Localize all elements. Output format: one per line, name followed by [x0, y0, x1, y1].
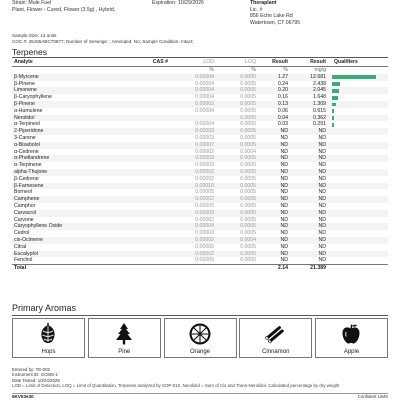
result-mg-cell: ND	[318, 216, 326, 223]
col-analyte: Analyte	[12, 58, 120, 67]
col-lod: LOD	[170, 58, 216, 67]
loq-cell: 0.0005	[240, 202, 256, 209]
result-pct-cell: 0.20	[258, 87, 290, 94]
concentration-bar	[332, 109, 334, 113]
loq-cell: 0.0005	[216, 101, 258, 108]
table-row	[12, 176, 388, 183]
result-mg-cell: 12.681	[290, 74, 328, 81]
report-header	[0, 0, 400, 48]
cas-cell	[120, 74, 170, 81]
aroma-card-hops	[12, 318, 85, 358]
table-row	[12, 189, 388, 196]
result-pct-cell: ND	[280, 257, 288, 264]
cas-cell	[120, 183, 170, 190]
result-pct-cell: 0.16	[277, 94, 288, 101]
lod-cell: 0.00003	[170, 128, 216, 135]
table-row	[12, 121, 388, 128]
lod-cell: 0.00004	[170, 74, 216, 81]
loq-cell: 0.0005	[216, 169, 258, 176]
loq-cell: 0.0005	[216, 87, 258, 94]
qualifier-cell	[328, 128, 388, 135]
table-row	[12, 203, 388, 210]
aroma-label: Apple	[343, 349, 360, 355]
col-result-mg: Result	[290, 58, 328, 67]
unit-loq: %	[251, 67, 256, 73]
result-pct-cell: ND	[280, 189, 288, 196]
result-pct-cell: ND	[280, 230, 288, 237]
table-row	[12, 108, 388, 115]
table-row	[12, 223, 388, 230]
result-mg-cell: ND	[318, 202, 326, 209]
table-header-row	[12, 58, 388, 67]
qualifier-cell	[328, 87, 388, 94]
result-mg-cell: 2.438	[313, 80, 326, 87]
result-pct-cell: 0.13	[258, 101, 290, 108]
result-pct-cell: ND	[258, 155, 290, 162]
cas-cell	[120, 176, 170, 183]
cas-cell	[120, 169, 170, 176]
cas-cell	[120, 244, 170, 251]
cas-cell	[120, 81, 170, 88]
cas-cell	[120, 210, 170, 217]
cas-cell	[120, 217, 170, 224]
table-row	[12, 155, 388, 162]
qualifier-cell	[328, 149, 388, 156]
lod-cell: 0.00003	[195, 162, 214, 169]
result-mg-cell: ND	[290, 210, 328, 217]
result-pct-cell: ND	[258, 183, 290, 190]
terpenes-table	[12, 58, 388, 272]
result-mg-cell: 1.309	[290, 101, 328, 108]
lod-cell: 0.00005	[195, 243, 214, 250]
analyte-cell: 2-Piperidone	[12, 128, 120, 135]
coc-info: COC #: 25155ABC70877; Number of Servings: ; Amended: No; Sample Condition: Intact;	[12, 39, 194, 44]
result-pct-cell: 0.24	[277, 80, 288, 87]
qualifier-cell	[328, 230, 388, 237]
loq-cell: 0.0005	[240, 121, 256, 128]
result-pct-cell: ND	[258, 169, 290, 176]
strain-name: Strain: Mule Fuel	[12, 0, 52, 6]
analyte-cell: Cedrol	[14, 230, 30, 237]
loq-cell: 0.0005	[240, 162, 256, 169]
qualifier-cell	[328, 257, 388, 264]
result-mg-cell: ND	[318, 148, 326, 155]
loq-cell: 0.0005	[240, 216, 256, 223]
table-row	[12, 101, 388, 108]
concentration-bar	[332, 116, 334, 120]
lod-cell: 0.00003	[170, 155, 216, 162]
analyte-cell: β-Pinene	[14, 80, 35, 87]
table-row	[12, 115, 388, 122]
aroma-card-apple	[315, 318, 388, 358]
expiration-date: Expiration: 10/29/2026	[152, 0, 204, 6]
lod-cell: 0.00005	[195, 202, 214, 209]
analyte-cell: alpha-Thujone	[12, 169, 120, 176]
lab-name: Theraplant	[250, 0, 277, 6]
result-pct-cell: ND	[258, 237, 290, 244]
qualifier-cell	[328, 155, 388, 162]
result-mg-cell: 2.045	[290, 87, 328, 94]
cas-cell	[120, 162, 170, 169]
result-pct-cell: 0.06	[277, 107, 288, 114]
loq-cell: 0.0005	[216, 196, 258, 203]
cas-cell	[120, 189, 170, 196]
col-loq: LOQ	[216, 58, 258, 67]
analyte-cell: β-Pinene	[12, 101, 120, 108]
table-row	[12, 94, 388, 101]
result-pct-cell: 0.03	[277, 121, 288, 128]
table-row	[12, 162, 388, 169]
table-row	[12, 169, 388, 176]
table-row	[12, 128, 388, 135]
lod-cell: 0.00005	[195, 257, 214, 264]
loq-cell: 0.0005	[216, 251, 258, 258]
expiration-info	[152, 0, 204, 7]
analyte-cell: Eucalyptol	[12, 251, 120, 258]
loq-cell: 0.0005	[240, 230, 256, 237]
cas-cell	[120, 108, 170, 115]
qualifier-cell	[328, 176, 388, 183]
analyte-cell: Limonene	[12, 87, 120, 94]
qualifier-cell	[328, 189, 388, 196]
aromas-row	[12, 318, 388, 358]
lod-cell: 0.00010	[170, 183, 216, 190]
lod-cell: 0.00002	[195, 148, 214, 155]
aroma-label: Orange	[189, 349, 210, 355]
qualifier-cell	[328, 81, 388, 88]
result-mg-cell: 1.648	[313, 94, 326, 101]
lab-address: 856 Echo Lake Rd	[250, 13, 293, 20]
units-row	[12, 67, 388, 74]
unit-lod: %	[209, 67, 214, 73]
cas-cell	[120, 251, 170, 258]
analyte-cell: α-Humulene	[14, 107, 43, 114]
lab-city: Watertown, CT 06795	[250, 19, 301, 26]
result-mg-cell: ND	[290, 169, 328, 176]
qualifier-cell	[328, 121, 388, 128]
total-mg: 21.389	[290, 265, 328, 272]
result-mg-cell: ND	[290, 183, 328, 190]
cas-cell	[120, 128, 170, 135]
lod-cell: 0.00002	[195, 216, 214, 223]
result-pct-cell: ND	[258, 223, 290, 230]
analyte-cell: β-Farnesene	[12, 183, 120, 190]
qualifier-cell	[328, 237, 388, 244]
table-row	[12, 244, 388, 251]
result-mg-cell: 0.362	[290, 115, 328, 122]
orange-icon	[188, 322, 212, 346]
loq-cell: 0.0005	[240, 107, 256, 114]
qualifier-cell	[328, 169, 388, 176]
qualifier-cell	[328, 251, 388, 258]
table-row	[12, 87, 388, 94]
cas-cell	[120, 101, 170, 108]
qualifier-cell	[328, 74, 388, 81]
loq-cell: 0.0005	[240, 257, 256, 264]
table-row	[12, 237, 388, 244]
lod-cell: 0.00002	[170, 101, 216, 108]
lod-cell: 0.00004	[195, 107, 214, 114]
qualifier-cell	[328, 115, 388, 122]
analyte-cell: α-Terpinene	[14, 162, 42, 169]
cas-cell	[120, 196, 170, 203]
loq-cell: 0.0005	[240, 175, 256, 182]
analyte-cell: Citral	[14, 243, 27, 250]
result-pct-cell: ND	[258, 196, 290, 203]
date-tested: Date Tested: 10/24/2025	[12, 377, 60, 383]
product-info	[12, 0, 115, 13]
cas-cell	[120, 155, 170, 162]
result-pct-cell: ND	[280, 202, 288, 209]
analyte-cell: Caryophyllene Oxide	[12, 223, 120, 230]
qualifier-cell	[328, 94, 388, 101]
loq-cell: 0.0005	[216, 74, 258, 81]
loq-cell: 0.0004	[240, 148, 256, 155]
total-row	[12, 265, 388, 272]
table-row	[12, 251, 388, 258]
result-mg-cell: ND	[318, 257, 326, 264]
lab-license: Lic. #	[250, 6, 263, 13]
loq-cell: 0.0005	[216, 183, 258, 190]
table-row	[12, 257, 388, 264]
cas-cell	[120, 257, 170, 264]
analyte-cell: Fenchol	[14, 257, 33, 264]
concentration-bar	[332, 82, 340, 86]
sample-size: Sample Size: 13 units	[12, 33, 57, 38]
aroma-label: Cinnamon	[262, 349, 290, 355]
lod-cell: 0.00003	[195, 134, 214, 141]
lod-cell: 0.00004	[195, 80, 214, 87]
aromas-title: Primary Aromas	[12, 303, 77, 313]
col-cas: CAS #	[120, 58, 170, 67]
loq-cell: 0.0004	[216, 237, 258, 244]
concentration-bar	[332, 89, 339, 93]
result-pct-cell: ND	[280, 216, 288, 223]
result-mg-cell: ND	[290, 142, 328, 149]
total-label: Total	[12, 265, 120, 272]
cas-cell	[120, 121, 170, 128]
concentration-bar	[332, 96, 338, 100]
qualifier-cell	[328, 223, 388, 230]
col-qualifiers: Qualifiers	[328, 58, 388, 67]
lod-cell: 0.00003	[170, 210, 216, 217]
result-pct-cell: 0.04	[258, 115, 290, 122]
result-pct-cell: ND	[258, 128, 290, 135]
table-row	[12, 196, 388, 203]
loq-cell: 0.0005	[240, 189, 256, 196]
cas-cell	[120, 115, 170, 122]
aroma-card-pine	[88, 318, 161, 358]
qualifier-cell	[328, 244, 388, 251]
qualifier-cell	[328, 217, 388, 224]
analyte-cell: cis-Ocimene	[12, 237, 120, 244]
analyte-cell: Carvone	[14, 216, 34, 223]
aroma-card-cinnamon	[239, 318, 312, 358]
qualifier-cell	[328, 203, 388, 210]
analyte-cell: Carvacrol	[12, 210, 120, 217]
hops-icon	[36, 322, 60, 346]
lod-cell: 0.00004	[170, 87, 216, 94]
table-row	[12, 230, 388, 237]
result-mg-cell: ND	[290, 128, 328, 135]
qualifier-cell	[328, 101, 388, 108]
table-row	[12, 210, 388, 217]
cas-cell	[120, 230, 170, 237]
analyte-cell: Camphene	[12, 196, 120, 203]
result-mg-cell: ND	[318, 175, 326, 182]
analyte-cell: Camphor	[14, 202, 36, 209]
result-mg-cell: ND	[290, 155, 328, 162]
aroma-divider	[12, 315, 388, 316]
unit-result-mg: mg/g	[314, 67, 326, 73]
analyte-cell: Borneol	[14, 189, 32, 196]
lod-cell: 0.00003	[195, 230, 214, 237]
report-footer	[12, 367, 388, 389]
loq-cell: 0.0005	[216, 128, 258, 135]
loq-cell: 0.0005	[240, 80, 256, 87]
aroma-label: Pine	[118, 349, 131, 355]
lod-cell: 0.00002	[170, 169, 216, 176]
lab-info	[250, 0, 300, 26]
analyte-cell: α-Bisabolol	[12, 142, 120, 149]
cas-cell	[120, 203, 170, 210]
loq-cell: 0.0005	[216, 155, 258, 162]
lod-cell: 0.00002	[170, 237, 216, 244]
analyte-cell: Nerolidol	[12, 115, 120, 122]
lod-cell: 0.00002	[170, 251, 216, 258]
aroma-label: Hops	[41, 349, 56, 355]
table-row	[12, 135, 388, 142]
result-pct-cell: ND	[258, 251, 290, 258]
report-code: 5KV53e30	[12, 394, 34, 399]
loq-cell: 0.0005	[216, 223, 258, 230]
concentration-bar	[332, 103, 336, 107]
table-row	[12, 81, 388, 88]
result-pct-cell: ND	[280, 162, 288, 169]
cas-cell	[120, 94, 170, 101]
result-mg-cell: ND	[290, 196, 328, 203]
loq-cell: 0.0005	[216, 115, 258, 122]
loq-cell: 0.0005	[240, 243, 256, 250]
result-mg-cell: ND	[318, 134, 326, 141]
lod-cell: 0.00004	[195, 94, 214, 101]
apple-icon	[339, 322, 363, 346]
result-pct-cell: 1.27	[258, 74, 290, 81]
analyte-cell: α-Phellandrene	[12, 155, 120, 162]
analyte-cell: β-Caryophyllene	[14, 94, 52, 101]
analyte-cell: α-Cedrene	[14, 148, 39, 155]
result-mg-cell: ND	[318, 189, 326, 196]
lims-brand: Confident LIMS	[357, 394, 388, 399]
result-mg-cell: 0.291	[313, 121, 326, 128]
qualifier-cell	[328, 135, 388, 142]
analyte-cell: β-Myrcene	[12, 74, 120, 81]
result-pct-cell: ND	[258, 142, 290, 149]
result-pct-cell: ND	[258, 210, 290, 217]
cas-cell	[120, 87, 170, 94]
result-pct-cell: ND	[280, 134, 288, 141]
concentration-bar	[332, 123, 334, 127]
result-mg-cell: ND	[318, 230, 326, 237]
result-mg-cell: ND	[290, 251, 328, 258]
lod-cell	[170, 115, 216, 122]
analyte-cell: 3-Carene	[14, 134, 36, 141]
cas-cell	[120, 142, 170, 149]
qualifier-cell	[328, 108, 388, 115]
col-result-pct: Result	[258, 58, 290, 67]
lod-cell: 0.00004	[170, 223, 216, 230]
lod-cell: 0.00002	[170, 196, 216, 203]
lod-cell: 0.00005	[195, 189, 214, 196]
result-mg-cell: ND	[290, 223, 328, 230]
product-type: Plant, Flower - Cured, Flower (3.5g) , Hybrid,	[12, 6, 116, 13]
footer-divider	[12, 393, 388, 394]
pine-icon	[112, 322, 136, 346]
loq-cell: 0.0005	[240, 94, 256, 101]
table-row	[12, 149, 388, 156]
cas-cell	[120, 135, 170, 142]
qualifier-cell	[328, 196, 388, 203]
entered-by: Entered by: TE-002	[12, 367, 50, 372]
result-pct-cell: ND	[280, 148, 288, 155]
table-row	[12, 183, 388, 190]
concentration-bar	[332, 75, 376, 79]
analyte-cell: β-Cedrene	[14, 175, 39, 182]
qualifier-cell	[328, 162, 388, 169]
instrument-id: Instrument ID: GCMS-1	[12, 372, 58, 378]
result-mg-cell: ND	[318, 243, 326, 250]
qualifier-cell	[328, 183, 388, 190]
result-mg-cell: ND	[318, 162, 326, 169]
qualifier-cell	[328, 210, 388, 217]
table-row	[12, 142, 388, 149]
lod-cell: 0.00004	[195, 121, 214, 128]
unit-result-pct: %	[283, 67, 288, 73]
table-row	[12, 74, 388, 81]
result-mg-cell: ND	[290, 237, 328, 244]
analyte-cell: α-Terpineol	[14, 121, 40, 128]
total-pct: 2.14	[258, 265, 290, 272]
result-mg-cell: 0.615	[313, 107, 326, 114]
result-pct-cell: ND	[280, 175, 288, 182]
table-row	[12, 217, 388, 224]
loq-cell: 0.0005	[240, 134, 256, 141]
lod-cell: 0.00007	[170, 142, 216, 149]
cas-cell	[120, 223, 170, 230]
cinnamon-icon	[263, 322, 287, 346]
terpenes-table-body	[12, 67, 388, 272]
result-pct-cell: ND	[280, 243, 288, 250]
loq-cell: 0.0005	[216, 210, 258, 217]
method-note: LOD = Limit of Detection, LOQ = Limit of Quantitation. Terpenes analyzed by SOP-010. Nerolidol = Sum of Cis and Trans-Nerolidol. Calculated percentage by dry weight	[12, 383, 340, 389]
loq-cell: 0.0005	[216, 142, 258, 149]
aroma-card-orange	[164, 318, 237, 358]
cas-cell	[120, 237, 170, 244]
lod-cell: 0.00002	[195, 175, 214, 182]
qualifier-cell	[328, 142, 388, 149]
cas-cell	[120, 149, 170, 156]
terpenes-title: Terpenes	[12, 47, 47, 57]
